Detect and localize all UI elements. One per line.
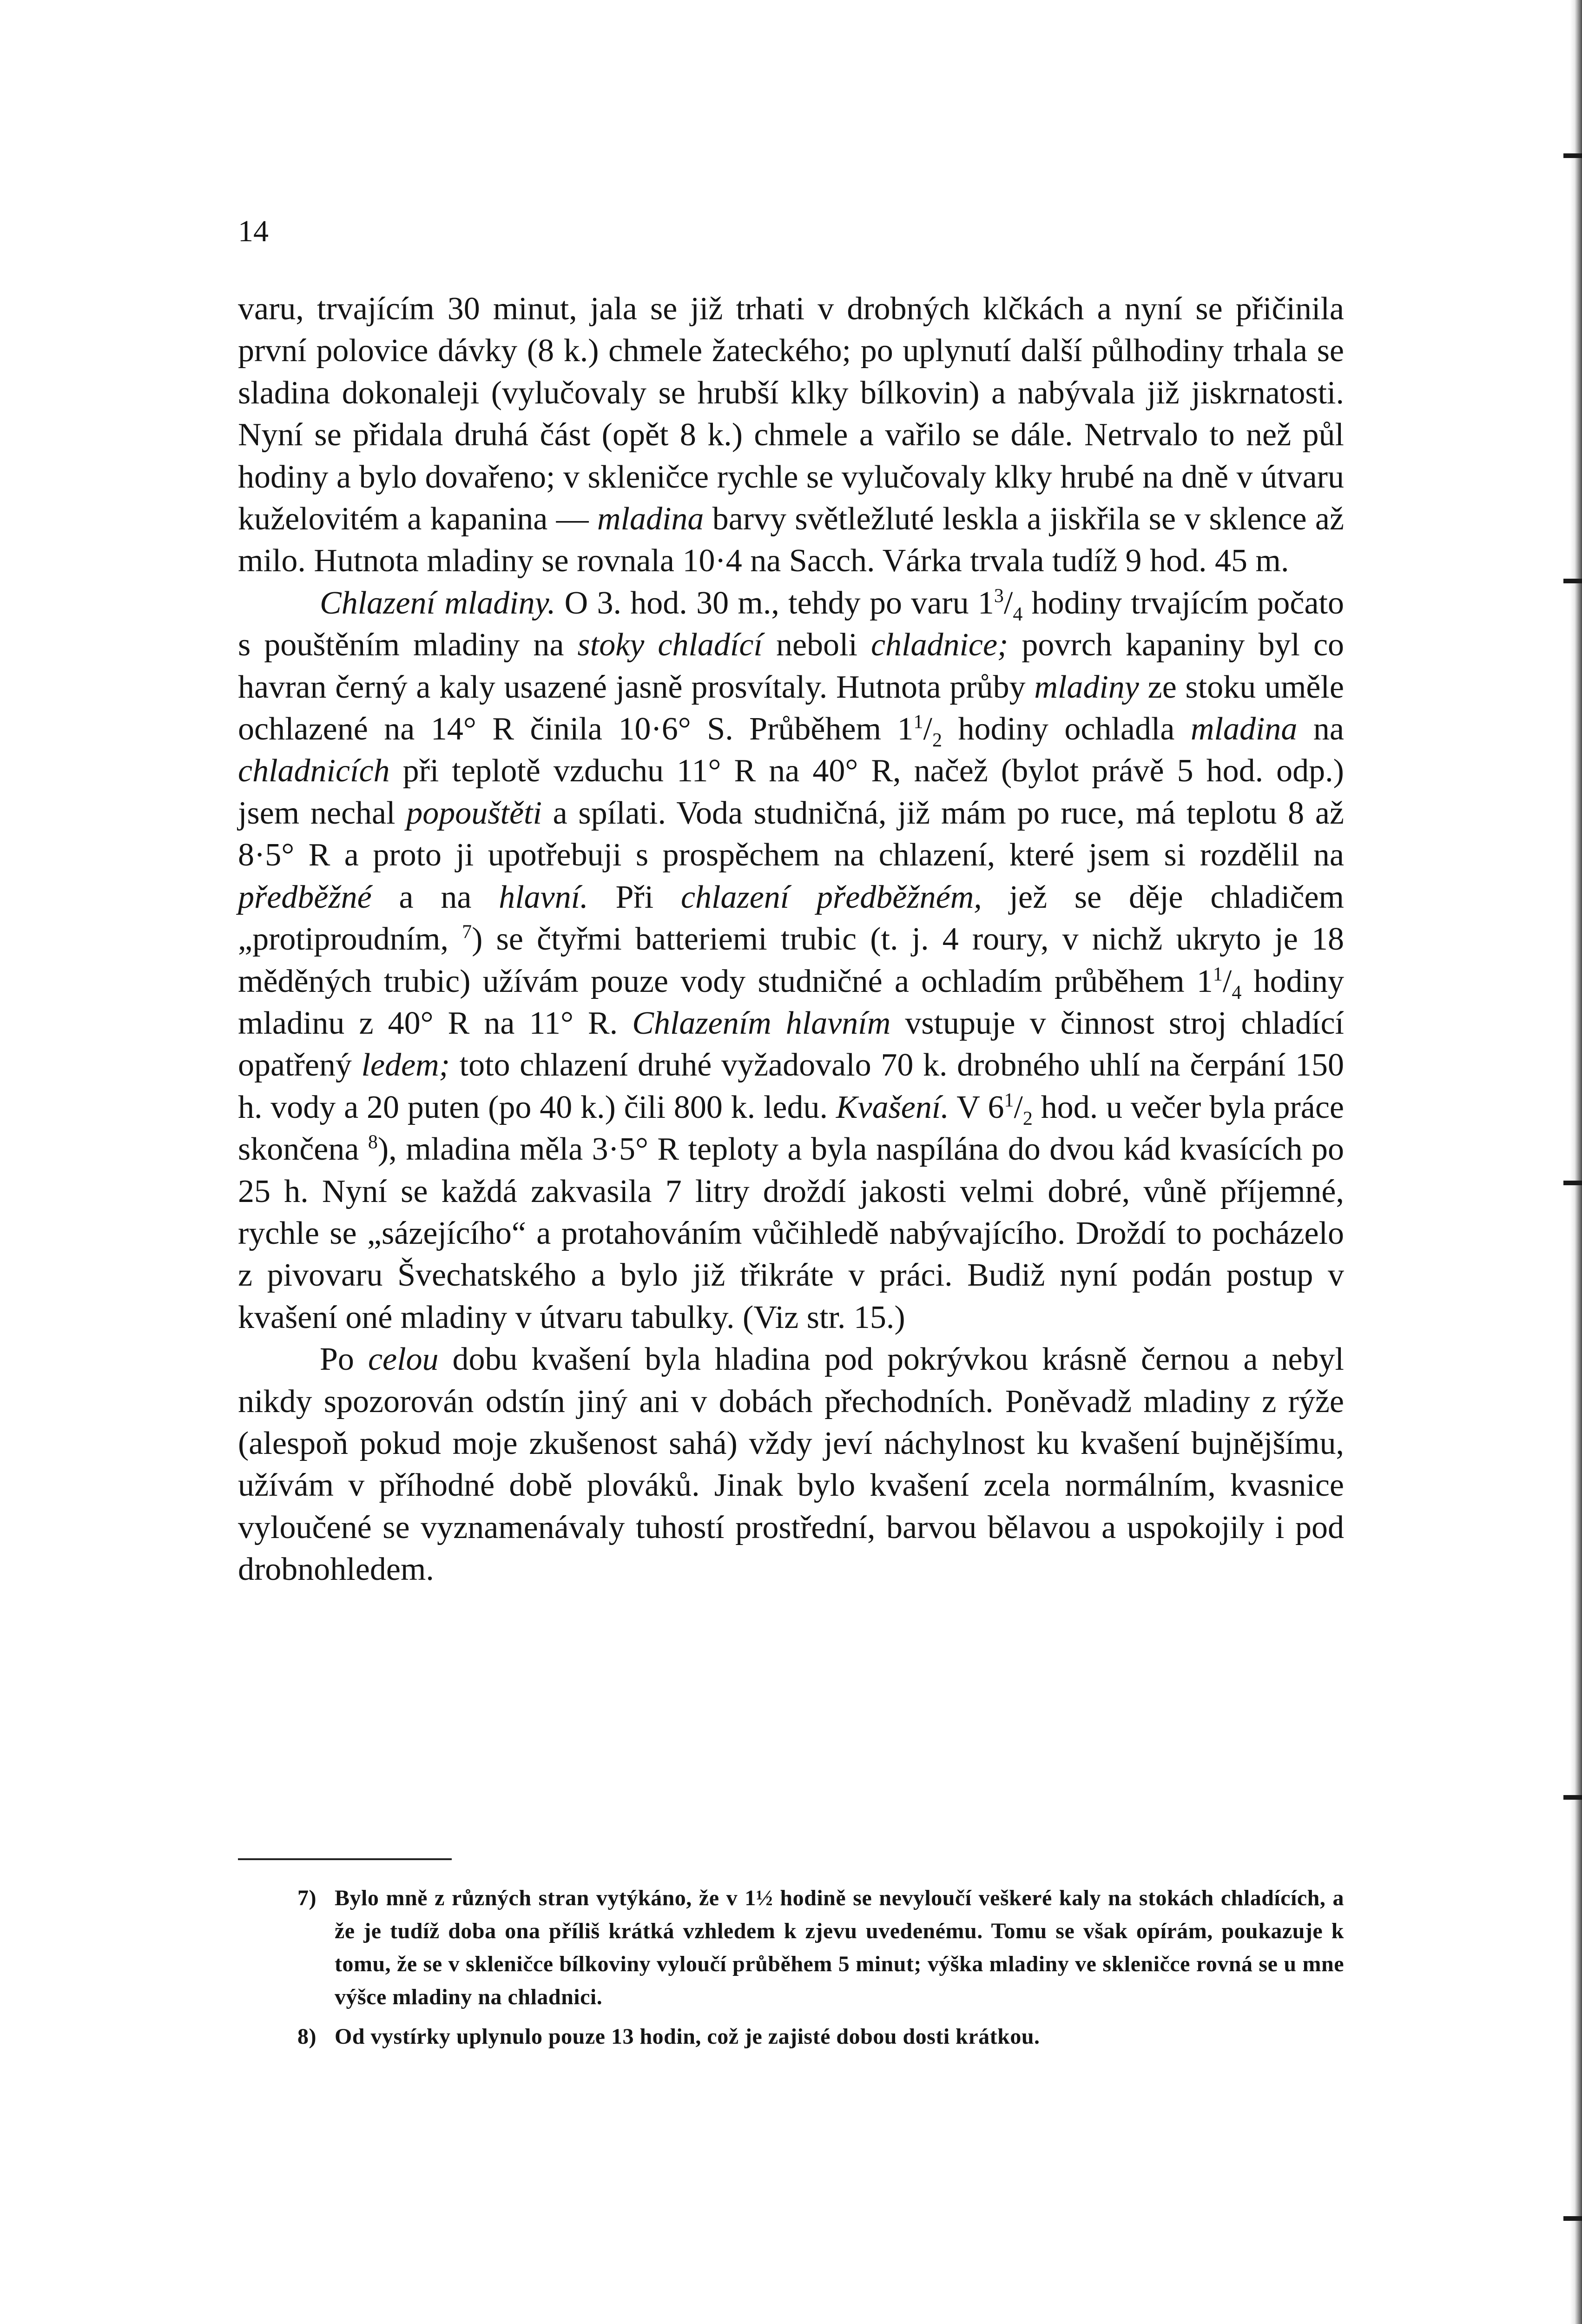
italic-text: Kvašení. [836, 1089, 949, 1125]
paragraph [238, 1339, 1344, 1591]
footnote-rule [238, 1858, 452, 1860]
paragraph [238, 582, 1344, 1339]
text-run: na [1297, 711, 1344, 747]
text-run: dobu kvašení byla hladina pod pokrývkou krásně černou a nebyl nikdy spozorován odstín jiný ani v dobách přechodních. Poněvadž mladiny z rýže (alespoň pokud moje zkušenost sahá) vždy jeví náchylnost ku kvašení bujnějšímu, užívám v příhodné době plováků. Jinak bylo kvašení zcela normálním, kvasnice vyloučené se vyznamenávaly tuhostí prostřední, barvou bělavou a uspokojily i pod drobnohledem. [238, 1341, 1344, 1588]
italic-text: chlazení předběžném, [680, 879, 982, 915]
page-number: 14 [238, 214, 269, 248]
edge-tick [1563, 153, 1582, 158]
footnote [297, 2020, 1344, 2053]
text-run: a na [371, 879, 499, 915]
text-run: / [1222, 963, 1232, 999]
text-run: / [1014, 1089, 1023, 1125]
text-run: Při [588, 879, 681, 915]
text-run: / [1003, 585, 1013, 621]
text-run: barvy světležluté leskla a jiskřila se v sklence až milo. Hutnota mladiny se rovnala 10·4 na Sacch. Várka trvala tudíž 9 hod. 45 m. [238, 501, 1344, 579]
text-run: ) se čtyřmi batteriemi trubic (t. j. 4 roury, v nichž ukryto je 18 měděných trubic) užívám pouze vody studničné a ochladím průběhem 1 [238, 921, 1345, 999]
edge-tick [1563, 2216, 1582, 2221]
text-run: O 3. hod. 30 m., tehdy po varu 1 [555, 585, 994, 621]
footnote-mark: 8) [297, 2024, 316, 2049]
superscript: 1 [1004, 1089, 1014, 1111]
italic-text: popouštěti [406, 795, 542, 831]
italic-text: mladina [1190, 711, 1298, 747]
text-run: hodiny mladinu z 40° R na 11° R. [238, 963, 1344, 1041]
subscript: 2 [932, 730, 942, 752]
paragraph [238, 288, 1344, 582]
italic-text: celou [368, 1341, 439, 1378]
italic-text: hlavní. [499, 879, 588, 915]
text-run: V 6 [949, 1089, 1004, 1125]
text-run: hodiny ochladla [942, 711, 1191, 747]
text-run: hodiny trvajícím počato s pouštěním mladiny na [238, 585, 1344, 663]
subscript: 2 [1022, 1108, 1033, 1129]
italic-text: Chlazení mladiny. [320, 585, 556, 621]
italic-text: Chlazením hlavním [632, 1005, 891, 1041]
italic-text: ledem; [361, 1047, 450, 1083]
footnote-mark: 7) [297, 1886, 316, 1910]
footnote-text: Od vystírky uplynulo pouze 13 hodin, což je zajisté dobou dosti krátkou. [335, 2024, 1040, 2049]
italic-text: chladnice; [870, 627, 1009, 663]
text-run: při teplotě vzduchu 11° R na 40° R, načež (bylot právě 5 hod. odp.) jsem nechal [238, 753, 1344, 831]
text-run: varu, trvajícím 30 minut, jala se již trhati v drobných klčkách a nyní se přičinila první polovice dávky (8 k.) chmele žateckého; po uplynutí další půlhodiny trhala se sladina dokonaleji (vylučovaly se hrubší klky bílkovin) a nabývala již jiskrnatosti. Nyní se přidala druhá část (opět 8 k.) chmele a vařilo se dále. Netrvalo to než půl hodiny a bylo dovařeno; v skleničce rychle se vylučovaly klky hrubé na dně v útvaru kuželovitém a kapanina — [238, 291, 1344, 537]
superscript: 1 [1213, 964, 1223, 985]
superscript: 3 [994, 585, 1004, 607]
text-run: povrch kapaniny byl co havran černý a kaly usazené jasně prosvítaly. Hutnota průby [238, 627, 1345, 705]
italic-text: mladiny [1034, 669, 1139, 705]
text-run: hod. u večer byla práce skončena [238, 1089, 1344, 1168]
superscript: 8 [368, 1131, 378, 1153]
edge-tick [1563, 1795, 1582, 1800]
text-run: vstupuje v činnost stroj chladící opatřený [238, 1005, 1344, 1083]
subscript: 4 [1232, 982, 1242, 1004]
footnotes [297, 1882, 1344, 2060]
footnote-text: Bylo mně z různých stran vytýkáno, že v 1½ hodině se nevyloučí veškeré kaly na stokách chladících, a že je tudíž doba ona příliš krátká vzhledem k zjevu uvedenému. Tomu se však opírám, poukazuje k tomu, že se v skleničce bílkoviny vyloučí průběhem 5 minut; výška mladiny ve skleničce rovná se u mne výšce mladiny na chladnici. [335, 1886, 1344, 2009]
italic-text: předběžné [238, 879, 372, 915]
edge-tick [1563, 1181, 1582, 1185]
edge-tick [1563, 579, 1582, 583]
text-run: toto chlazení druhé vyžadovalo 70 k. drobného uhlí na čerpání 150 h. vody a 20 puten (po 40 k.) čili 800 k. ledu. [238, 1047, 1344, 1125]
italic-text: mladina [597, 501, 704, 537]
text-run: ), mladina měla 3·5° R teploty a byla naspílána do dvou kád kvasících po 25 h. Nyní se každá zakvasila 7 litry droždí jakosti velmi dobré, vůně příjemné, rychle se „sázejícího“ a protahováním vůčihledě nabývajícího. Droždí to pocházelo z pivovaru Švechatského a bylo již třikráte v práci. Budiž nyní podán postup v kvašení oné mladiny v útvaru tabulky. (Viz str. 15.) [238, 1131, 1344, 1335]
text-run: neboli [762, 627, 871, 663]
text-run: jež se děje chladičem „protiproudním, [238, 879, 1344, 957]
text-run: Po [320, 1341, 368, 1378]
page-edge-shadow [1570, 0, 1582, 2324]
text-run: a spílati. Voda studničná, již mám po ruce, má teplotu 8 až 8·5° R a proto ji upotřebuji s prospěchem na chlazení, které jsem si rozdělil na [238, 795, 1344, 873]
text-run: ze stoku uměle ochlazené na 14° R činila 10·6° S. Průběhem 1 [238, 669, 1344, 747]
footnote [297, 1882, 1344, 2014]
italic-text: stoky chladící [577, 627, 763, 663]
superscript: 7 [462, 921, 472, 943]
subscript: 4 [1013, 603, 1023, 625]
text-run: / [923, 711, 932, 747]
italic-text: chladnicích [238, 753, 390, 789]
superscript: 1 [913, 711, 923, 733]
body-text-column [238, 288, 1344, 1591]
